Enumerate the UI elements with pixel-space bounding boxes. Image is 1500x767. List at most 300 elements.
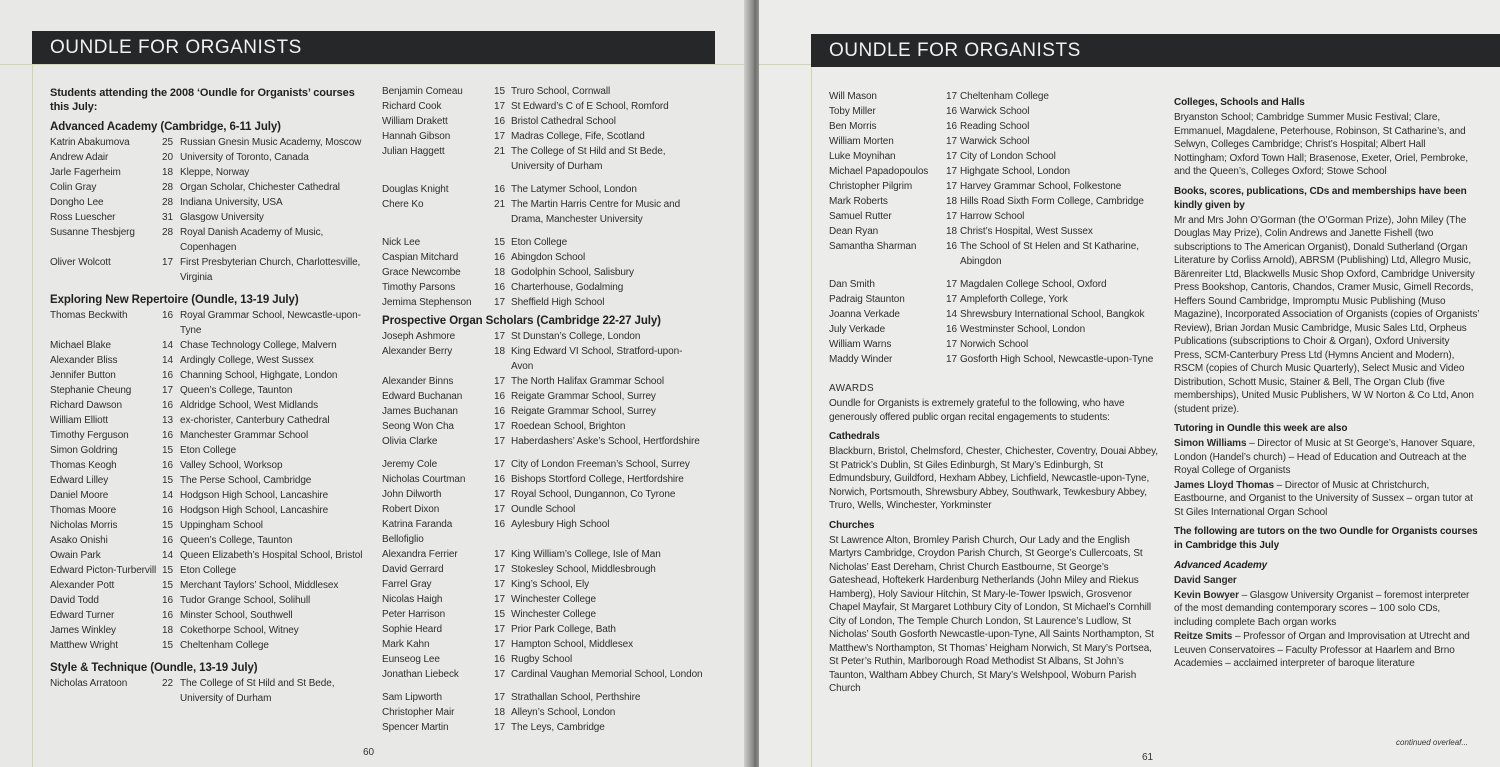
- student-school: First Presbyterian Church, Charlottesville, Virginia: [180, 257, 361, 283]
- student-name: Ben Morris: [829, 121, 877, 132]
- student-name: Matthew Wright: [50, 640, 118, 651]
- student-name: Jonathan Liebeck: [382, 669, 459, 680]
- student-age: 17: [946, 211, 957, 222]
- student-age: 16: [946, 241, 957, 252]
- student-name: Nick Lee: [382, 237, 421, 248]
- student-age: 22: [162, 678, 173, 689]
- tutor-david-sanger: David Sanger: [1174, 575, 1237, 586]
- advanced-academy-subtitle: Advanced Academy: [1174, 560, 1268, 571]
- student-school: Uppingham School: [180, 520, 263, 531]
- student-age: 16: [946, 324, 957, 335]
- student-row: [50, 578, 368, 593]
- student-age: 17: [494, 489, 505, 500]
- student-age: 16: [162, 460, 173, 471]
- student-school: Indiana University, USA: [180, 197, 283, 208]
- student-row: [382, 144, 704, 174]
- student-school: Warwick School: [960, 136, 1030, 147]
- student-age: 14: [162, 355, 173, 366]
- student-school: Strathallan School, Perthshire: [511, 692, 641, 703]
- student-row: [50, 308, 368, 338]
- student-school: Hampton School, Middlesex: [511, 639, 634, 650]
- student-row: [829, 292, 1159, 307]
- student-row: [382, 114, 704, 129]
- student-name: Richard Dawson: [50, 400, 122, 411]
- student-row: [382, 502, 704, 517]
- student-school: Rugby School: [511, 654, 573, 665]
- student-row: [50, 413, 368, 428]
- page-frame-line: [32, 64, 33, 767]
- student-row: [382, 487, 704, 502]
- student-age: 15: [494, 237, 505, 248]
- student-row: [382, 389, 704, 404]
- student-school: Aylesbury High School: [511, 519, 610, 530]
- student-name: Ross Luescher: [50, 212, 116, 223]
- student-school: City of London School: [960, 151, 1056, 162]
- student-row: [50, 353, 368, 368]
- student-name: Jemima Stephenson: [382, 297, 472, 308]
- student-row: [382, 99, 704, 114]
- section-title: Advanced Academy (Cambridge, 6-11 July): [50, 121, 281, 133]
- student-name: William Drakett: [382, 116, 448, 127]
- student-name: Timothy Parsons: [382, 282, 456, 293]
- student-school: Harvey Grammar School, Folkestone: [960, 181, 1122, 192]
- student-row: [50, 255, 368, 285]
- student-row: [382, 667, 704, 682]
- student-row: [382, 652, 704, 667]
- student-school: Cokethorpe School, Witney: [180, 625, 299, 636]
- student-school: Eton College: [180, 445, 237, 456]
- student-school: King William’s College, Isle of Man: [511, 549, 661, 560]
- student-name: Michael Blake: [50, 340, 111, 351]
- student-name: Colin Gray: [50, 182, 97, 193]
- student-school: Haberdashers’ Aske’s School, Hertfordshire: [511, 436, 700, 447]
- student-age: 16: [494, 519, 505, 530]
- student-name: Toby Miller: [829, 106, 876, 117]
- student-school: The College of St Hild and St Bede, University of Durham: [180, 678, 335, 704]
- student-row: [50, 473, 368, 488]
- student-row: [50, 225, 368, 255]
- student-row: [382, 434, 704, 449]
- student-name: Susanne Thesbjerg: [50, 227, 135, 238]
- student-age: 28: [162, 182, 173, 193]
- student-row: [382, 637, 704, 652]
- student-age: 28: [162, 227, 173, 238]
- student-age: 18: [162, 167, 173, 178]
- student-school: Aldridge School, West Midlands: [180, 400, 318, 411]
- student-name: John Dilworth: [382, 489, 442, 500]
- student-name: Mark Roberts: [829, 196, 888, 207]
- cathedrals-title: Cathedrals: [829, 431, 880, 442]
- student-name: Owain Park: [50, 550, 101, 561]
- student-age: 17: [946, 151, 957, 162]
- student-age: 16: [494, 654, 505, 665]
- student-age: 21: [494, 146, 505, 157]
- student-name: Alexander Pott: [50, 580, 115, 591]
- student-age: 18: [494, 267, 505, 278]
- student-row: [382, 720, 704, 735]
- student-age: 18: [494, 346, 505, 357]
- student-name: Alexandra Ferrier: [382, 549, 458, 560]
- student-row: [382, 374, 704, 389]
- student-row: [50, 548, 368, 563]
- student-age: 17: [494, 504, 505, 515]
- student-age: 17: [946, 339, 957, 350]
- student-row: [50, 398, 368, 413]
- student-age: 16: [494, 116, 505, 127]
- tutor-simon-williams: Simon Williams – Director of Music at St George’s, Hanover Square, London (Handel’s church) – Head of Education and Outreach at the Royal College of Organists: [1174, 438, 1476, 476]
- student-row: [829, 322, 1159, 337]
- student-school: Sheffield High School: [511, 297, 605, 308]
- student-name: James Buchanan: [382, 406, 458, 417]
- col1-sections: [50, 120, 368, 706]
- student-school: St Dunstan’s College, London: [511, 331, 641, 342]
- student-school: Abingdon School: [511, 252, 586, 263]
- student-name: Dan Smith: [829, 279, 875, 290]
- student-row: [829, 134, 1159, 149]
- column-2: [382, 84, 704, 735]
- student-school: Hills Road Sixth Form College, Cambridge: [960, 196, 1144, 207]
- student-row: [50, 638, 368, 653]
- student-age: 17: [946, 91, 957, 102]
- student-school: Hodgson High School, Lancashire: [180, 490, 329, 501]
- student-name: Nicolas Haigh: [382, 594, 443, 605]
- student-name: Edward Lilley: [50, 475, 109, 486]
- student-age: 25: [162, 137, 173, 148]
- student-row: [829, 104, 1159, 119]
- student-row: [50, 608, 368, 623]
- student-name: Mark Kahn: [382, 639, 430, 650]
- student-name: Katrina Faranda Bellofiglio: [382, 519, 453, 545]
- student-name: Michael Papadopoulos: [829, 166, 929, 177]
- student-age: 17: [946, 166, 957, 177]
- student-school: Harrow School: [960, 211, 1025, 222]
- student-row: [50, 563, 368, 578]
- student-age: 16: [494, 184, 505, 195]
- student-name: Robert Dixon: [382, 504, 440, 515]
- student-school: Cheltenham College: [180, 640, 269, 651]
- student-name: David Todd: [50, 595, 99, 606]
- student-school: Bristol Cathedral School: [511, 116, 616, 127]
- student-age: 31: [162, 212, 173, 223]
- student-age: 14: [162, 340, 173, 351]
- student-school: Shrewsbury International School, Bangkok: [960, 309, 1145, 320]
- student-age: 16: [494, 406, 505, 417]
- awards-intro: Oundle for Organists is extremely grateful to the following, who have generously offered public organ recital engagements to students:: [829, 398, 1125, 423]
- column-4: [1174, 96, 1479, 671]
- student-school: Manchester Grammar School: [180, 430, 309, 441]
- student-school: The Leys, Cambridge: [511, 722, 605, 733]
- page-number-right: 61: [1142, 752, 1154, 763]
- student-row: [382, 419, 704, 434]
- student-row: [50, 593, 368, 608]
- student-row: [382, 517, 704, 547]
- student-name: Peter Harrison: [382, 609, 446, 620]
- continued-overleaf: continued overleaf...: [1396, 738, 1469, 747]
- student-row: [50, 195, 368, 210]
- student-school: Cardinal Vaughan Memorial School, London: [511, 669, 703, 680]
- student-school: Queen’s College, Taunton: [180, 385, 293, 396]
- student-school: Tudor Grange School, Solihull: [180, 595, 311, 606]
- student-age: 15: [162, 475, 173, 486]
- student-school: Madras College, Fife, Scotland: [511, 131, 645, 142]
- student-school: The North Halifax Grammar School: [511, 376, 664, 387]
- student-age: 17: [494, 564, 505, 575]
- student-school: Christ’s Hospital, West Sussex: [960, 226, 1093, 237]
- student-age: 16: [494, 474, 505, 485]
- student-name: Edward Picton-Turbervill: [50, 565, 157, 576]
- student-age: 14: [162, 550, 173, 561]
- student-name: Joanna Verkade: [829, 309, 900, 320]
- student-age: 17: [494, 101, 505, 112]
- student-row: [50, 210, 368, 225]
- student-school: Glasgow University: [180, 212, 264, 223]
- student-row: [382, 705, 704, 720]
- student-row: [382, 404, 704, 419]
- student-age: 16: [162, 595, 173, 606]
- student-row: [382, 129, 704, 144]
- student-name: Edward Turner: [50, 610, 115, 621]
- student-name: Edward Buchanan: [382, 391, 463, 402]
- student-school: University of Toronto, Canada: [180, 152, 309, 163]
- student-age: 17: [494, 297, 505, 308]
- student-school: Minster School, Southwell: [180, 610, 293, 621]
- student-name: Nicholas Morris: [50, 520, 118, 531]
- student-age: 16: [162, 535, 173, 546]
- student-row: [829, 164, 1159, 179]
- student-name: July Verkade: [829, 324, 886, 335]
- student-school: City of London Freeman’s School, Surrey: [511, 459, 690, 470]
- student-row: [829, 89, 1159, 104]
- student-age: 17: [494, 594, 505, 605]
- student-age: 16: [946, 121, 957, 132]
- student-row: [829, 119, 1159, 134]
- student-name: Jarle Fagerheim: [50, 167, 121, 178]
- student-row: [382, 182, 704, 197]
- student-row: [50, 165, 368, 180]
- student-row: [829, 352, 1159, 367]
- student-name: Timothy Ferguson: [50, 430, 129, 441]
- student-age: 15: [162, 445, 173, 456]
- student-row: [50, 533, 368, 548]
- student-age: 16: [162, 310, 173, 321]
- student-school: Gosforth High School, Newcastle-upon-Tyne: [960, 354, 1154, 365]
- student-school: Cheltenham College: [960, 91, 1049, 102]
- student-name: Samuel Rutter: [829, 211, 892, 222]
- student-row: [50, 368, 368, 383]
- student-school: Reading School: [960, 121, 1030, 132]
- student-row: [829, 239, 1159, 269]
- student-row: [829, 179, 1159, 194]
- student-row: [50, 428, 368, 443]
- student-age: 17: [494, 624, 505, 635]
- student-name: Nicholas Arratoon: [50, 678, 128, 689]
- student-age: 15: [162, 520, 173, 531]
- student-age: 17: [162, 385, 173, 396]
- books-text: Mr and Mrs John O’Gorman (the O’Gorman Prize), John Miley (The Douglas May Prize), Colin Andrews and Janette Fishell (two subscriptions to The American Organist), Donald Sutherland (Organ Literature by Corliss Arnold), ABRSM (Publishing) Ltd, Allegro Music, Bärenreiter Ltd, Blackwells Music Shop Oxford, Cambridge University Press Bookshop, Cantoris, Chandos, Cramer Music, Gimell Records, Heffers Sound Cambridge, Impromptu Music Publishing (Muso Magazine), Incorporated Association of Organists (copies of Organists’ Review), Brian Jordan Music Cambridge, Music Sales Ltd, Orpheus Publications (subscriptions to Choir & Organ), Oxford University Press, SCM-Canterbury Press Ltd (Hymns Ancient and Modern), RSCM (copies of Church Music Quarterly), Select Music and Video Distribution, Schott Music, Stainer & Bell, The Organ Club (five memberships), United Music Publishers, W W Norton & Co Ltd, Anon (student prize).: [1174, 214, 1480, 415]
- student-name: Daniel Moore: [50, 490, 109, 501]
- student-age: 28: [162, 197, 173, 208]
- student-name: Asako Onishi: [50, 535, 108, 546]
- student-name: Maddy Winder: [829, 354, 893, 365]
- student-age: 16: [946, 106, 957, 117]
- student-age: 14: [946, 309, 957, 320]
- student-row: [382, 472, 704, 487]
- student-name: Will Mason: [829, 91, 877, 102]
- student-age: 15: [162, 580, 173, 591]
- student-age: 16: [162, 430, 173, 441]
- student-school: Winchester College: [511, 609, 596, 620]
- student-name: David Gerrard: [382, 564, 444, 575]
- column-3: [829, 89, 1159, 696]
- student-name: Thomas Keogh: [50, 460, 117, 471]
- student-name: Sam Lipworth: [382, 692, 442, 703]
- student-school: ex-chorister, Canterbury Cathedral: [180, 415, 330, 426]
- student-age: 17: [494, 722, 505, 733]
- student-school: King Edward VI School, Stratford-upon-Avon: [511, 346, 683, 372]
- student-row: [382, 295, 704, 310]
- student-school: Warwick School: [960, 106, 1030, 117]
- student-name: Alexander Berry: [382, 346, 453, 357]
- student-name: Farrel Gray: [382, 579, 432, 590]
- student-school: Queen Elizabeth’s Hospital School, Bristol: [180, 550, 363, 561]
- student-school: Chase Technology College, Malvern: [180, 340, 337, 351]
- student-school: Westminster School, London: [960, 324, 1086, 335]
- col2-group2: [382, 329, 704, 735]
- student-row: [382, 690, 704, 705]
- student-name: Dean Ryan: [829, 226, 879, 237]
- student-age: 13: [162, 415, 173, 426]
- student-school: Charterhouse, Godalming: [511, 282, 624, 293]
- student-school: Royal School, Dungannon, Co Tyrone: [511, 489, 676, 500]
- student-row: [50, 503, 368, 518]
- tutor-kevin-bowyer: Kevin Bowyer – Glasgow University Organist – foremost interpreter of the most demanding contemporary scores – 100 solo CDs, including complete Bach organ works: [1174, 589, 1470, 628]
- colleges-title: Colleges, Schools and Halls: [1174, 97, 1305, 108]
- student-school: Reigate Grammar School, Surrey: [511, 391, 656, 402]
- student-name: Alexander Binns: [382, 376, 454, 387]
- student-age: 16: [494, 252, 505, 263]
- student-row: [50, 458, 368, 473]
- student-name: Sophie Heard: [382, 624, 442, 635]
- student-age: 17: [494, 549, 505, 560]
- student-row: [50, 180, 368, 195]
- student-age: 16: [162, 400, 173, 411]
- student-row: [50, 443, 368, 458]
- student-age: 17: [494, 669, 505, 680]
- student-row: [382, 265, 704, 280]
- student-name: Jennifer Button: [50, 370, 116, 381]
- page-header: OUNDLE FOR ORGANISTS: [811, 34, 1500, 67]
- right-page: [759, 0, 1500, 767]
- student-age: 17: [494, 639, 505, 650]
- student-school: Merchant Taylors’ School, Middlesex: [180, 580, 339, 591]
- student-row: [382, 280, 704, 295]
- tutoring-title: Tutoring in Oundle this week are also: [1174, 423, 1348, 434]
- student-name: Benjamin Comeau: [382, 86, 463, 97]
- student-school: Ampleforth College, York: [960, 294, 1068, 305]
- student-age: 17: [494, 459, 505, 470]
- student-row: [50, 676, 368, 706]
- student-name: Luke Moynihan: [829, 151, 896, 162]
- student-name: Simon Goldring: [50, 445, 118, 456]
- student-school: Norwich School: [960, 339, 1029, 350]
- student-age: 17: [946, 136, 957, 147]
- student-age: 17: [494, 692, 505, 703]
- student-row: [382, 622, 704, 637]
- student-school: Godolphin School, Salisbury: [511, 267, 634, 278]
- student-name: Seong Won Cha: [382, 421, 454, 432]
- student-name: Samantha Sharman: [829, 241, 917, 252]
- student-school: Eton College: [511, 237, 568, 248]
- student-age: 18: [494, 707, 505, 718]
- student-name: Alexander Bliss: [50, 355, 118, 366]
- student-name: Douglas Knight: [382, 184, 449, 195]
- student-school: Magdalen College School, Oxford: [960, 279, 1107, 290]
- student-row: [829, 224, 1159, 239]
- page-number-left: 60: [363, 747, 375, 758]
- student-school: Ardingly College, West Sussex: [180, 355, 314, 366]
- student-school: Stokesley School, Middlesbrough: [511, 564, 656, 575]
- student-row: [382, 329, 704, 344]
- student-school: Royal Danish Academy of Music, Copenhagen: [180, 227, 324, 253]
- student-age: 16: [494, 391, 505, 402]
- student-name: Richard Cook: [382, 101, 442, 112]
- student-name: William Warns: [829, 339, 892, 350]
- student-school: The Martin Harris Centre for Music and Drama, Manchester University: [511, 199, 681, 225]
- student-age: 16: [162, 370, 173, 381]
- student-age: 16: [162, 505, 173, 516]
- student-row: [50, 135, 368, 150]
- student-school: Organ Scholar, Chichester Cathedral: [180, 182, 340, 193]
- student-row: [382, 235, 704, 250]
- following-title: The following are tutors on the two Oundle for Organists courses in Cambridge this July: [1174, 526, 1478, 551]
- student-school: The Perse School, Cambridge: [180, 475, 312, 486]
- student-name: Jeremy Cole: [382, 459, 438, 470]
- student-age: 15: [162, 565, 173, 576]
- student-age: 17: [494, 131, 505, 142]
- student-row: [829, 307, 1159, 322]
- student-name: Grace Newcombe: [382, 267, 461, 278]
- student-name: Katrin Abakumova: [50, 137, 130, 148]
- student-name: Dongho Lee: [50, 197, 104, 208]
- student-name: Olivia Clarke: [382, 436, 438, 447]
- col3-group2: [829, 277, 1159, 367]
- column-1: [50, 86, 368, 706]
- student-school: Valley School, Worksop: [180, 460, 283, 471]
- student-row: [829, 209, 1159, 224]
- student-age: 14: [162, 490, 173, 501]
- tutor-james-lloyd-thomas: James Lloyd Thomas – Director of Music at Christchurch, Eastbourne, and Organist to the University of Sussex – organ tutor at St Giles International Organ School: [1174, 479, 1473, 518]
- student-age: 18: [946, 226, 957, 237]
- student-row: [829, 337, 1159, 352]
- student-row: [382, 344, 704, 374]
- student-name: William Elliott: [50, 415, 108, 426]
- student-name: Spencer Martin: [382, 722, 449, 733]
- student-age: 21: [494, 199, 505, 210]
- awards-title: AWARDS: [829, 383, 874, 394]
- student-age: 17: [946, 279, 957, 290]
- student-school: Bishops Stortford College, Hertfordshire: [511, 474, 684, 485]
- churches-text: St Lawrence Alton, Bromley Parish Church, Our Lady and the English Martyrs Cambridge, Croydon Parish Church, St George’s Cullercoats, St Nicholas’ East Dereham, Christ Church Eastbourne, St George’s Gateshead, Hoftekerk Hardenburg Netherlands (John Miley and Riekus Hamberg), Holy Saviour Hitchin, St Mary-le-Tower Ipswich, Grosvenor Chapel Mayfair, St Margaret Lothbury City of London, St Michael’s Cornhill City of London, The Temple Church London, St Laurence’s Ludlow, St Nicholas’ South Gosforth Newcastle-upon-Tyne, All Saints Northampton, St Matthew’s Northampton, St Thomas’ Heigham Norwich, St Mary’s Portsea, St Peter’s Ruthin, Marlborough Road Methodist St Albans, St John’s Taunton, Waltham Abbey Church, St Mary’s Welshpool, Woburn Parish Church: [829, 534, 1154, 694]
- student-row: [829, 277, 1159, 292]
- student-name: Thomas Beckwith: [50, 310, 128, 321]
- student-name: Nicholas Courtman: [382, 474, 466, 485]
- student-name: Stephanie Cheung: [50, 385, 132, 396]
- student-school: Russian Gnesin Music Academy, Moscow: [180, 137, 362, 148]
- student-name: Andrew Adair: [50, 152, 109, 163]
- student-name: Joseph Ashmore: [382, 331, 456, 342]
- student-age: 17: [494, 421, 505, 432]
- churches-title: Churches: [829, 519, 875, 531]
